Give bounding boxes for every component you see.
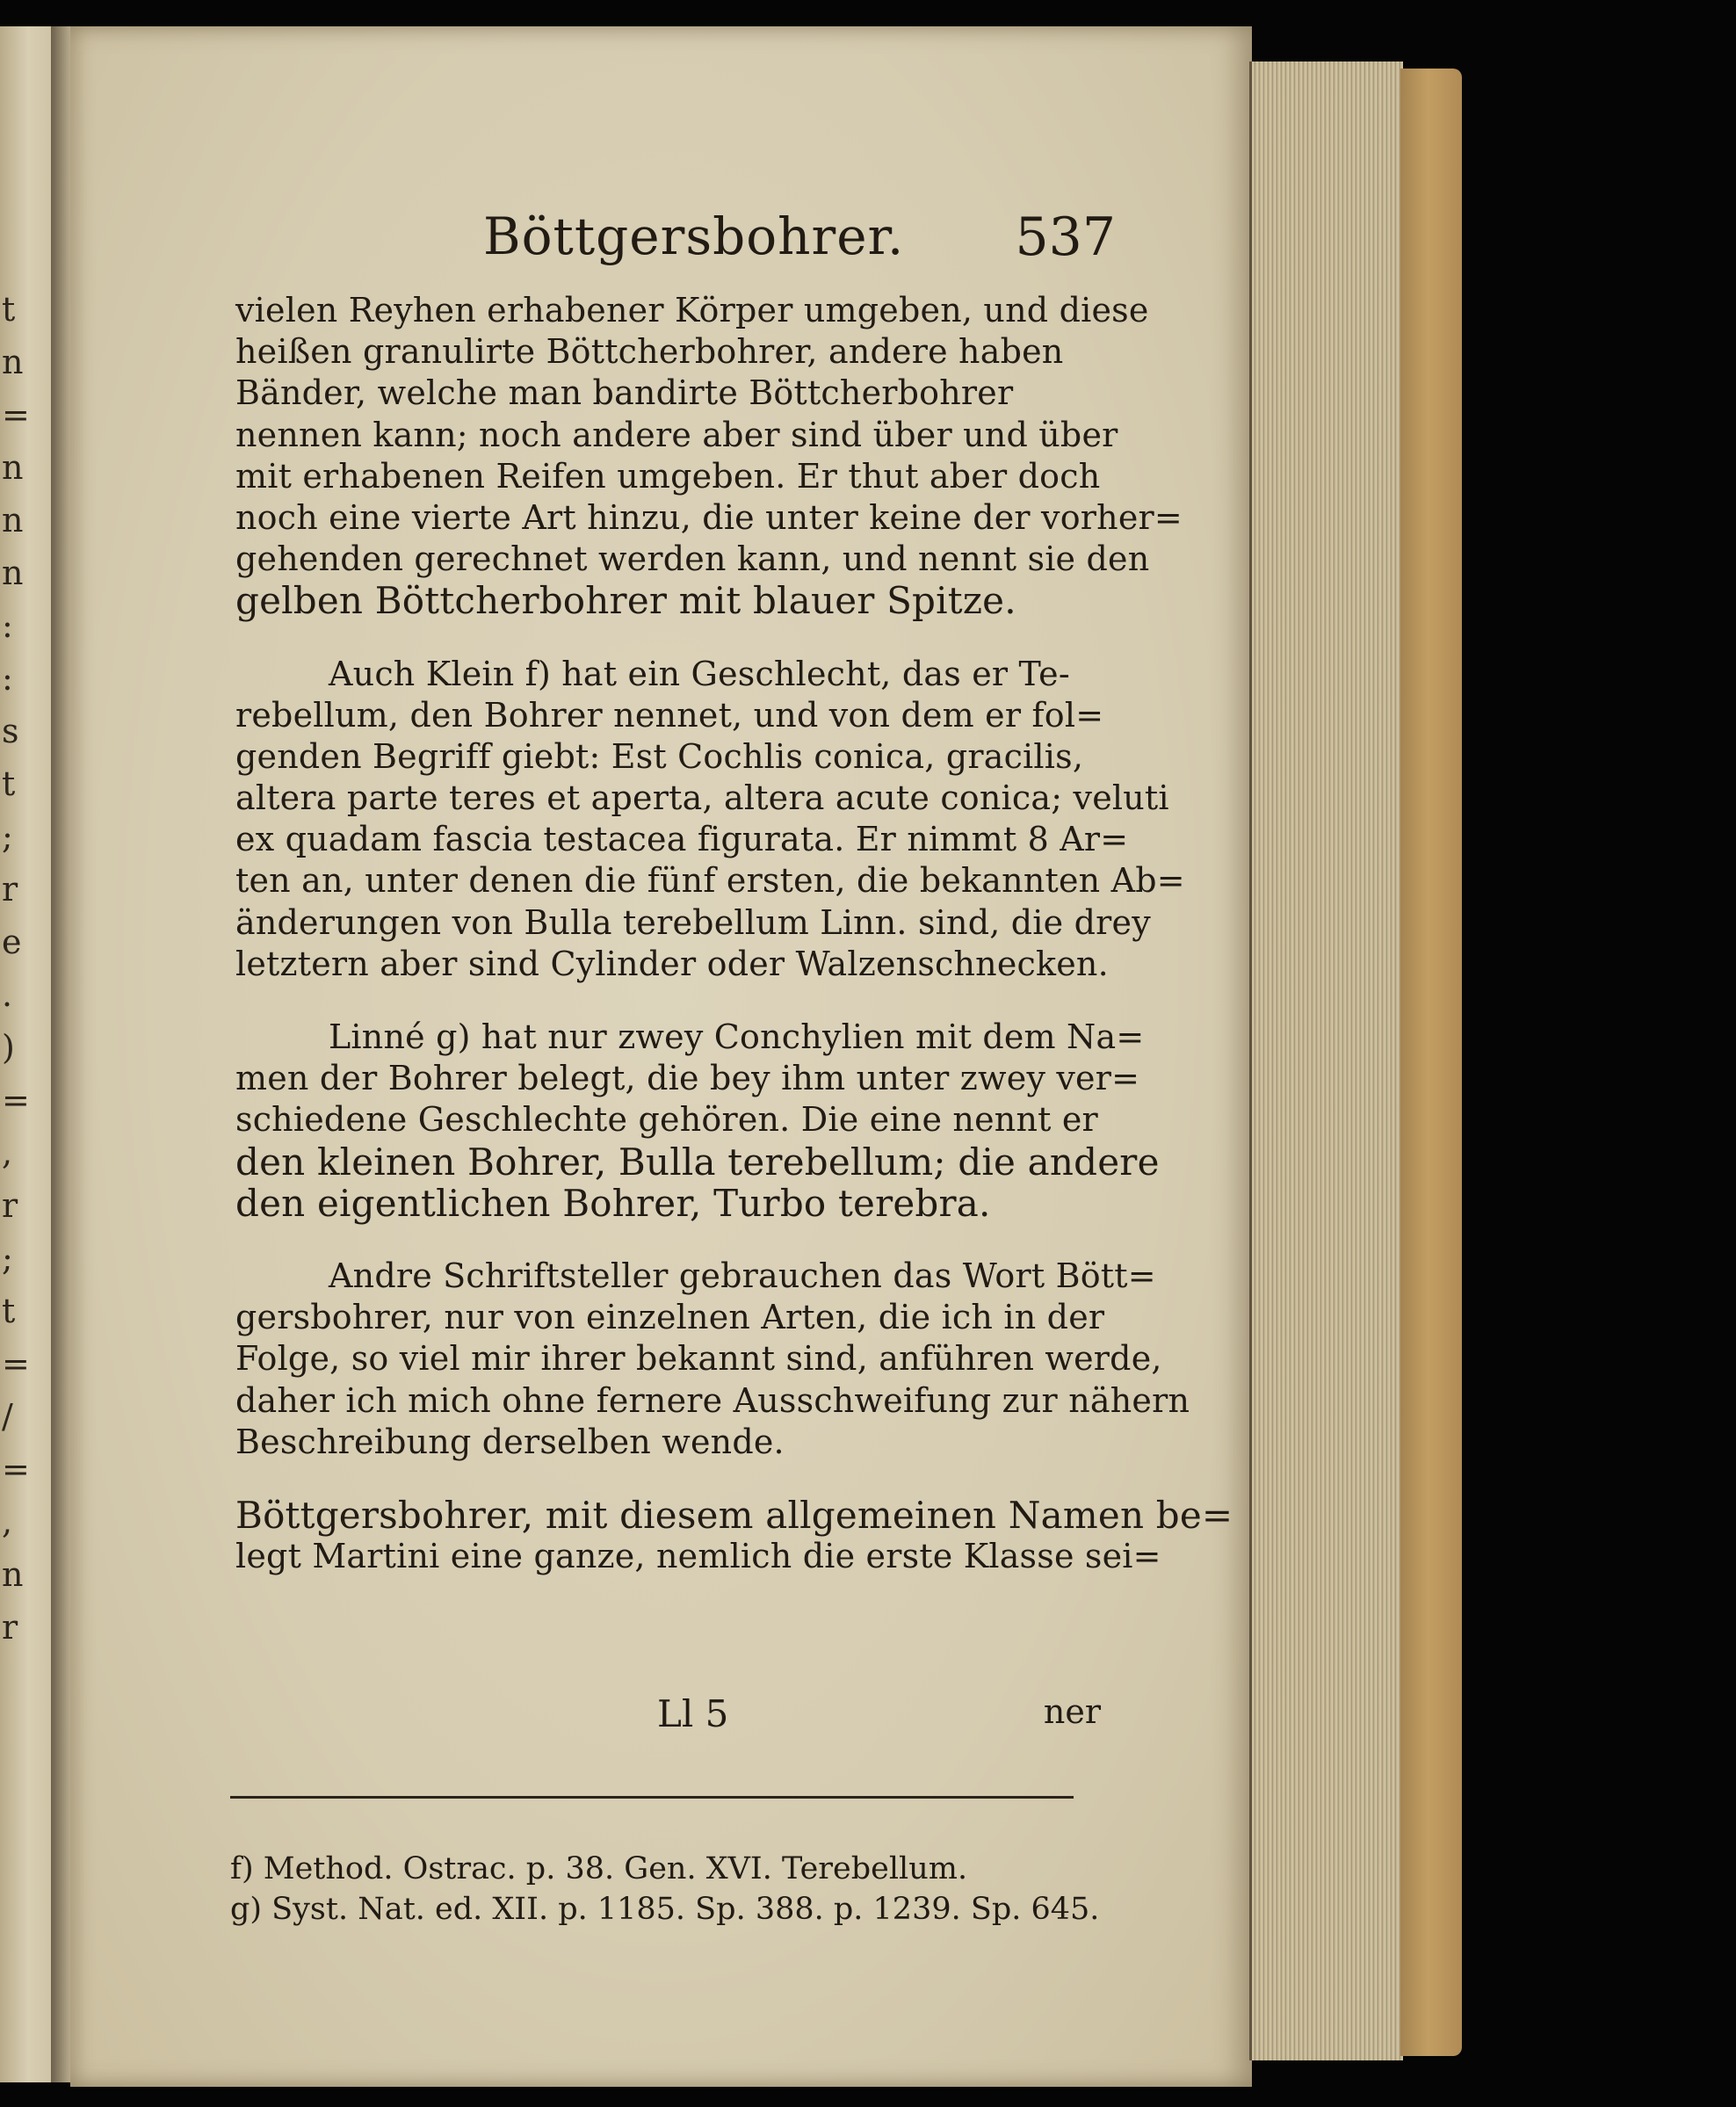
text-line: Beschreibung derselben wende. [235,1422,785,1461]
text-line: Böttgersbohrer, mit diesem allgemeinen Namen be= [235,1493,1233,1537]
paragraph [235,290,1183,623]
text-line: mit erhabenen Reifen umgeben. Er thut aber doch [235,456,1101,496]
running-head [483,206,1116,277]
facing-page-fragment: ; [2,817,13,856]
facing-page-fragment: n [2,1555,24,1594]
gutter-shadow [51,26,70,2082]
footnote: f) Method. Ostrac. p. 38. Gen. XVI. Terebellum. [230,1851,968,1886]
text-line: gersbohrer, nur von einzelnen Arten, die ich in der [235,1298,1105,1337]
printer-signature: Ll 5 [657,1692,729,1735]
facing-page-fragment: = [2,395,30,434]
paragraph [235,1017,1160,1225]
footnote-rule [230,1796,1074,1799]
text-line: nennen kann; noch andere aber sind über und über [235,415,1118,454]
facing-page-fragment: , [2,1133,13,1172]
text-line: letztern aber sind Cylinder oder Walzenschnecken. [235,944,1109,983]
facing-page-fragment: ) [2,1028,15,1067]
facing-page-fragment: : [2,659,13,698]
text-line: vielen Reyhen erhabener Körper umgeben, und diese [235,291,1149,329]
text-line: gehenden gerechnet werden kann, und nennt sie den [235,539,1150,579]
paragraph [235,1493,1233,1577]
paragraph-gap [235,985,1101,1017]
cover-edge [1400,69,1462,2056]
facing-page-fragment: ; [2,1239,13,1278]
facing-page-fragment: t [2,290,16,329]
facing-page-fragment: = [2,1081,30,1119]
text-line: gelben Böttcherbohrer mit blauer Spitze. [235,579,1016,623]
facing-page-fragment: s [2,712,19,750]
paragraph-gap [235,622,1101,654]
facing-page-fragment: n [2,501,24,539]
footnote: g) Syst. Nat. ed. XII. p. 1185. Sp. 388. p. 1239. Sp. 645. [230,1892,1100,1927]
facing-page-fragment: n [2,554,24,592]
catchword: ner [1043,1692,1101,1731]
text-line: Andre Schriftsteller gebrauchen das Wort Bött= [329,1256,1156,1295]
text-line: ex quadam fascia testacea figurata. Er nimmt 8 Ar= [235,820,1129,859]
text-line: men der Bohrer belegt, die bey ihm unter zwey ver= [235,1059,1140,1098]
signature-row [235,1692,1101,1734]
text-line: rebellum, den Bohrer nennet, und von dem er fol= [235,695,1104,735]
facing-page-fragment: t [2,1292,16,1330]
facing-page-fragment: t [2,764,16,803]
facing-page-fragment: . [2,975,13,1014]
facing-page-fragment: r [2,1608,18,1647]
text-line: schiedene Geschlechte gehören. Die eine nennt er [235,1100,1098,1140]
paragraph-gap [235,1463,1101,1495]
paragraph-gap [235,1224,1101,1256]
text-line: legt Martini eine ganze, nemlich die erste Klasse sei= [235,1537,1161,1576]
text-line: noch eine vierte Art hinzu, die unter keine der vorher= [235,497,1183,537]
text-line: änderungen von Bulla terebellum Linn. sind, die drey [235,902,1151,942]
facing-page-fragment: = [2,1450,30,1488]
text-line: genden Begriff giebt: Est Cochlis conica, gracilis, [235,736,1084,776]
paragraph [235,1256,1190,1463]
text-line: daher ich mich ohne fernere Ausschweifung zur nähern [235,1380,1190,1420]
text-line: Auch Klein f) hat ein Geschlecht, das er Te- [329,654,1070,693]
page-block-edges [1249,62,1403,2060]
text-line: den kleinen Bohrer, Bulla terebellum; die andere [235,1140,1160,1184]
left-page-margin-text [0,26,30,2082]
page [70,26,1252,2087]
text-line: heißen granulirte Böttcherbohrer, andere haben [235,332,1064,372]
text-line: Folge, so viel mir ihrer bekannt sind, anführen werde, [235,1339,1162,1379]
running-head-title: Böttgersbohrer. [483,206,905,266]
facing-page-fragment: / [2,1397,13,1436]
facing-page-fragment: e [2,923,22,961]
facing-page-fragment: n [2,448,24,487]
text-line: Linné g) hat nur zwey Conchylien mit dem Na= [329,1017,1145,1056]
facing-page-fragment: r [2,870,18,909]
body-text [235,290,1233,1577]
text-line: den eigentlichen Bohrer, Turbo terebra. [235,1181,991,1225]
footnotes [230,1849,1126,1930]
text-line: ten an, unter denen die fünf ersten, die bekannten Ab= [235,861,1185,901]
text-line: Bänder, welche man bandirte Böttcherbohrer [235,373,1014,413]
facing-page-fragment: : [2,606,13,645]
facing-page-fragment: r [2,1186,18,1225]
facing-page-fragment: , [2,1502,13,1541]
page-number: 537 [1015,206,1116,268]
paragraph [235,654,1185,986]
text-line: altera parte teres et aperta, altera acute conica; veluti [235,778,1169,818]
facing-page-fragment: n [2,343,24,381]
facing-page-fragment: = [2,1344,30,1383]
